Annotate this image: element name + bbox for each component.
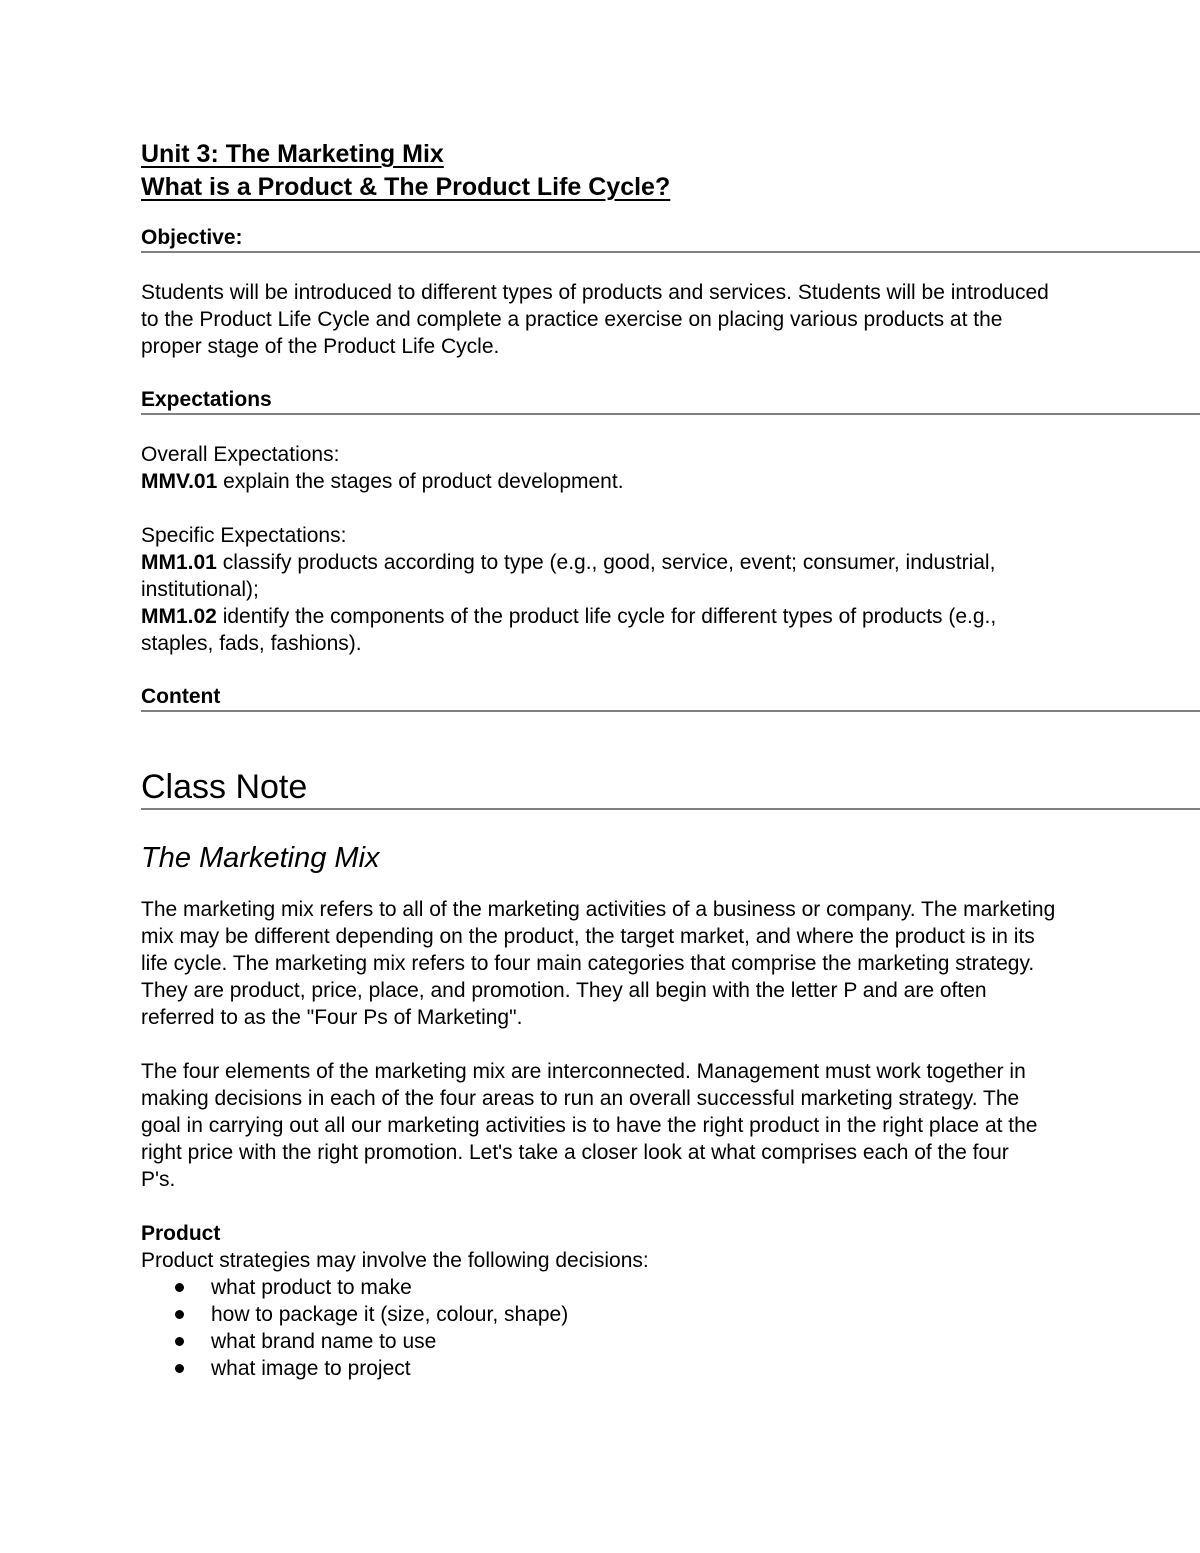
marketing-mix-subheading: The Marketing Mix: [141, 842, 380, 874]
expectation-text: classify products according to type (e.g., good, service, event; consumer, industrial, institutional);: [141, 551, 996, 601]
list-item: how to package it (size, colour, shape): [141, 1301, 1200, 1328]
product-heading: Product: [141, 1222, 221, 1245]
specific-expectations-label: Specific Expectations:: [141, 524, 347, 547]
objective-heading: Objective:: [141, 225, 1200, 253]
list-item: what product to make: [141, 1274, 1200, 1301]
list-item: what brand name to use: [141, 1328, 1200, 1355]
overall-expectations-label: Overall Expectations:: [141, 443, 340, 466]
specific-expectation-item: [141, 549, 1021, 603]
unit-title: Unit 3: The Marketing Mix: [141, 140, 444, 168]
content-heading: Content: [141, 684, 1200, 712]
marketing-mix-paragraph-1: The marketing mix refers to all of the marketing activities of a business or company. The marketing mix may be different depending on the product, the target market, and where the product is in its life cycle. The marketing mix refers to four main categories that comprise the marketing strategy. They are product, price, place, and promotion. They all begin with the letter P and are often referred to as the "Four Ps of Marketing".: [141, 898, 1056, 1029]
bullet-icon: [175, 1337, 184, 1346]
expectations-heading: Expectations: [141, 387, 1200, 415]
marketing-mix-paragraph-2: The four elements of the marketing mix are interconnected. Management must work together in making decisions in each of the four areas to run an overall successful marketing strategy. The goal in carrying out all our marketing activities is to have the right product in the right place at the right price with the right promotion. Let's take a closer look at what comprises each of the four P's.: [141, 1060, 1038, 1191]
expectation-code: MM1.01: [141, 551, 217, 574]
objective-text: Students will be introduced to different types of products and services. Students will be introduced to the Product Life Cycle and complete a practice exercise on placing various products at the proper stage of the Product Life Cycle.: [141, 281, 1049, 358]
list-item: what image to project: [141, 1355, 1200, 1382]
product-decision-list: [141, 1274, 1200, 1382]
lesson-title: What is a Product & The Product Life Cycle?: [141, 173, 671, 201]
bullet-icon: [175, 1364, 184, 1373]
specific-expectation-item: [141, 603, 1051, 657]
expectation-code: MMV.01: [141, 470, 218, 493]
bullet-icon: [175, 1310, 184, 1319]
expectation-text: explain the stages of product development.: [217, 470, 624, 493]
product-intro: Product strategies may involve the following decisions:: [141, 1249, 649, 1272]
overall-expectation-item: [141, 468, 1200, 495]
document-page: [141, 138, 1200, 1382]
expectation-code: MM1.02: [141, 605, 217, 628]
class-note-heading: Class Note: [141, 766, 1200, 810]
bullet-icon: [175, 1283, 184, 1292]
expectation-text: identify the components of the product life cycle for different types of products (e.g., staples, fads, fashions).: [141, 605, 997, 655]
